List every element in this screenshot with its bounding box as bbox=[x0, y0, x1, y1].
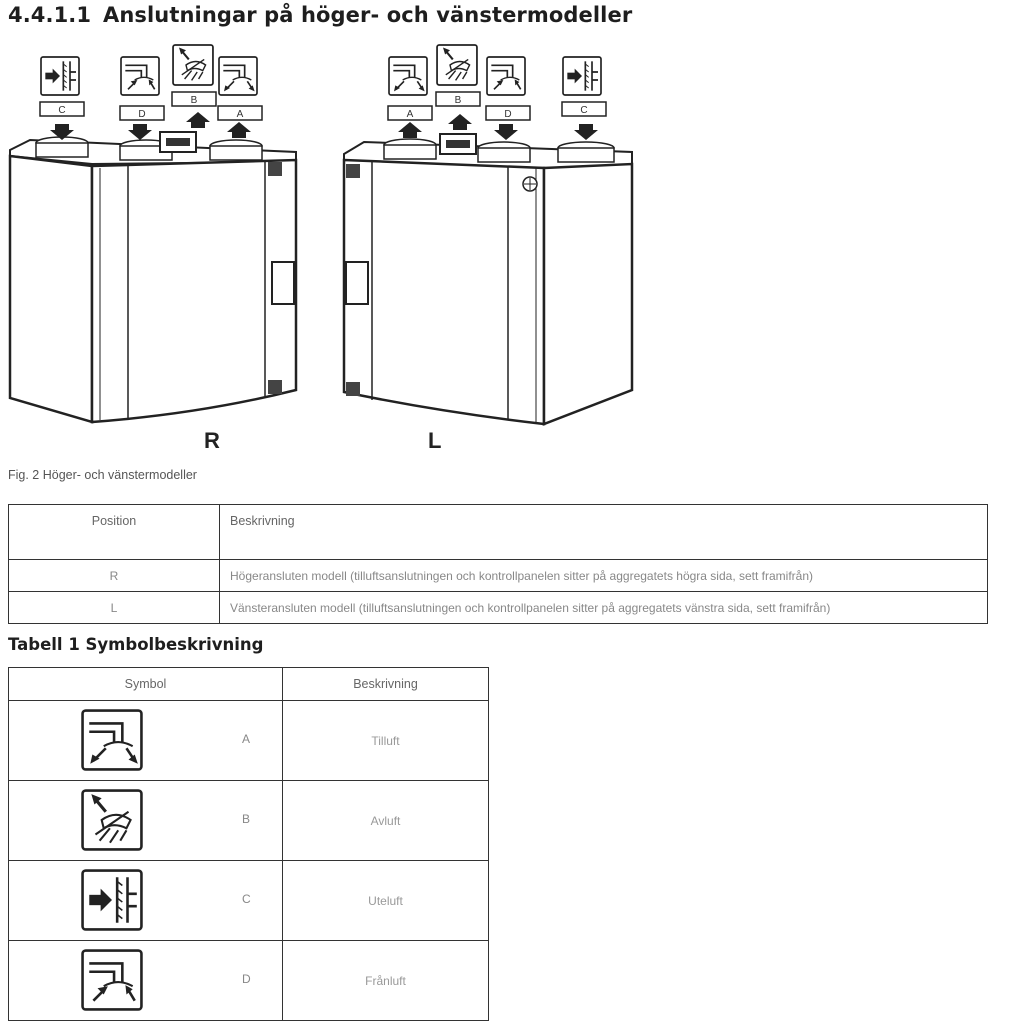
symbol-table-title: Tabell 1 Symbolbeskrivning bbox=[8, 635, 264, 654]
left-model-unit bbox=[344, 45, 632, 453]
header-description: Beskrivning bbox=[220, 505, 988, 560]
right-tag-a: A bbox=[236, 109, 244, 120]
table-row bbox=[9, 941, 489, 1021]
header-position: Position bbox=[9, 505, 220, 560]
supply-air-icon bbox=[81, 709, 143, 771]
right-model-label: R bbox=[204, 428, 220, 453]
left-tag-c: C bbox=[580, 105, 588, 116]
right-tag-b: B bbox=[190, 95, 198, 106]
symbol-table bbox=[8, 667, 489, 1021]
section-number: 4.4.1.1 bbox=[8, 3, 92, 27]
section-heading bbox=[8, 3, 632, 27]
left-tag-d: D bbox=[504, 109, 512, 120]
models-figure bbox=[0, 40, 1024, 465]
symbol-description: Avluft bbox=[283, 781, 489, 861]
exhaust-air-icon bbox=[81, 789, 143, 851]
position-cell: R bbox=[9, 560, 220, 592]
symbol-description: Frånluft bbox=[283, 941, 489, 1021]
figure-caption: Fig. 2 Höger- och vänstermodeller bbox=[8, 468, 197, 482]
left-tag-b: B bbox=[454, 95, 462, 106]
position-table bbox=[8, 504, 988, 624]
description-cell: Vänsteransluten modell (tilluftsanslutningen och kontrollpanelen sitter på aggregatets vänstra sida, sett framifrån) bbox=[220, 592, 988, 624]
section-title: Anslutningar på höger- och vänstermodeller bbox=[103, 3, 633, 27]
right-model-unit bbox=[10, 45, 296, 453]
symbol-description: Tilluft bbox=[283, 701, 489, 781]
table-row bbox=[9, 861, 489, 941]
description-cell: Högeransluten modell (tilluftsanslutningen och kontrollpanelen sitter på aggregatets högra sida, sett framifrån) bbox=[220, 560, 988, 592]
header-symbol: Symbol bbox=[9, 668, 283, 701]
table-row bbox=[9, 592, 988, 624]
symbol-letter: B bbox=[242, 812, 251, 826]
symbol-letter: A bbox=[242, 732, 251, 746]
left-model-label: L bbox=[428, 428, 442, 453]
left-tag-a: A bbox=[406, 109, 414, 120]
symbol-letter: D bbox=[242, 972, 251, 986]
symbol-table-header bbox=[9, 668, 489, 701]
header-description: Beskrivning bbox=[283, 668, 489, 701]
table-row bbox=[9, 701, 489, 781]
right-tag-c: C bbox=[58, 105, 66, 116]
symbol-description: Uteluft bbox=[283, 861, 489, 941]
table-row bbox=[9, 781, 489, 861]
position-cell: L bbox=[9, 592, 220, 624]
symbol-letter: C bbox=[242, 892, 251, 906]
table-row bbox=[9, 560, 988, 592]
outdoor-air-icon bbox=[81, 869, 143, 931]
position-table-header bbox=[9, 505, 988, 560]
extract-air-icon bbox=[81, 949, 143, 1011]
right-tag-d: D bbox=[138, 109, 146, 120]
